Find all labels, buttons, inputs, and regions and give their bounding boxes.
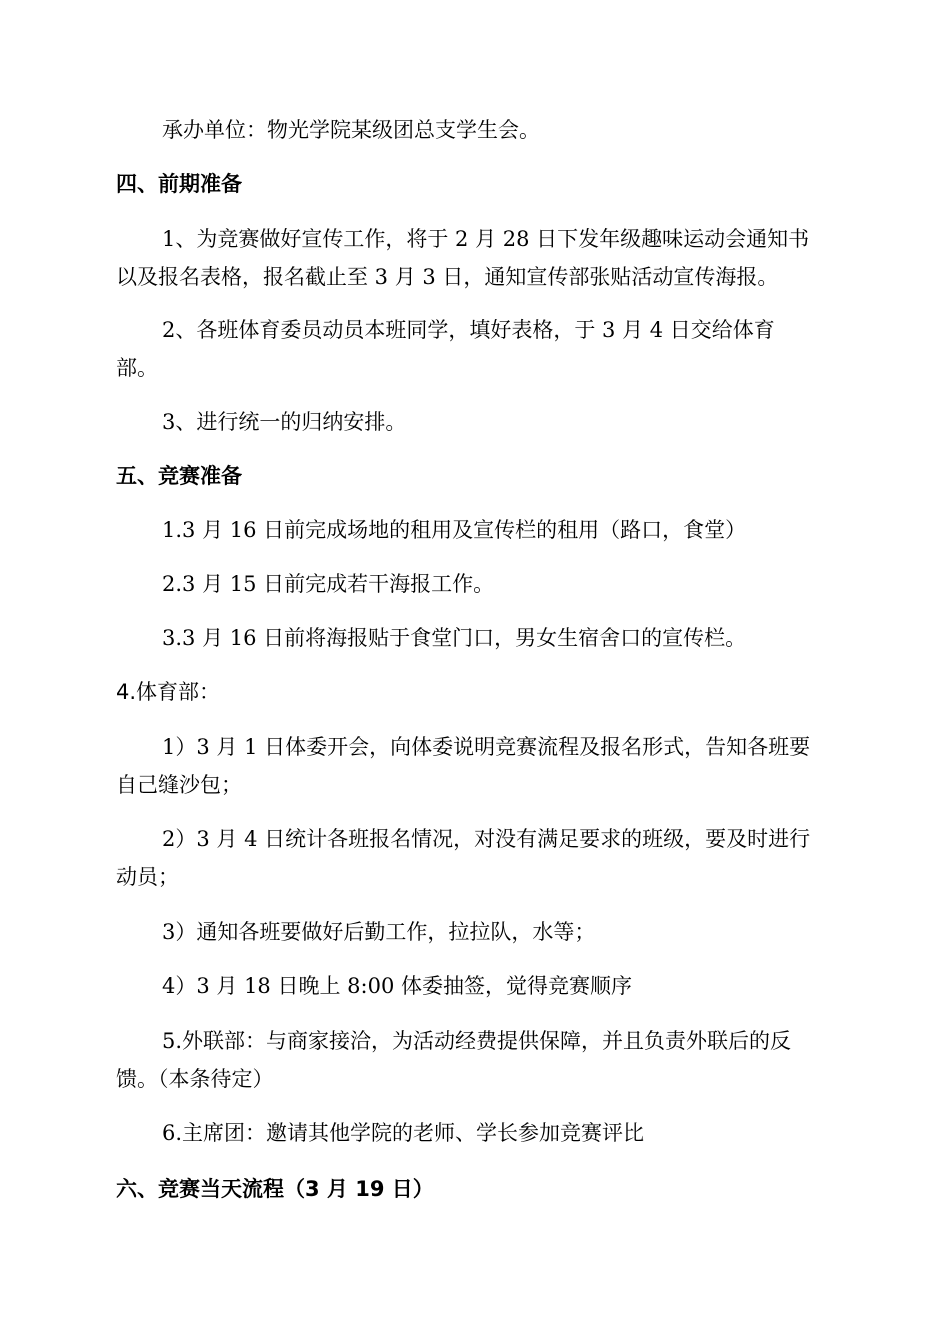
section-5-item-3: 3.3 月 16 日前将海报贴于食堂门口，男女生宿舍口的宣传栏。 [162,626,747,650]
sports-dept-sub-2-line-1: 2）3 月 4 日统计各班报名情况，对没有满足要求的班级，要及时进行 [162,827,811,851]
organizer-line: 承办单位：物光学院某级团总支学生会。 [162,118,540,142]
section-5-heading: 五、竞赛准备 [116,464,242,488]
section-4-item-1-line-2: 以及报名表格，报名截止至 3 月 3 日，通知宣传部张贴活动宣传海报。 [116,265,779,289]
section-4-heading: 四、前期准备 [116,172,242,196]
sports-dept-sub-1-line-2: 自己缝沙包； [116,773,242,797]
section-6-heading: 六、竞赛当天流程（3 月 19 日） [116,1177,434,1201]
section-5-item-5-line-2: 馈。（本条待定） [116,1067,274,1091]
sports-dept-sub-1-line-1: 1）3 月 1 日体委开会，向体委说明竞赛流程及报名形式，告知各班要 [162,735,811,759]
section-5-item-2: 2.3 月 15 日前完成若干海报工作。 [162,572,495,596]
sports-dept-sub-3: 3）通知各班要做好后勤工作，拉拉队，水等； [162,920,596,944]
section-4-item-3: 3、进行统一的归纳安排。 [162,410,407,434]
section-5-item-6: 6.主席团：邀请其他学院的老师、学长参加竞赛评比 [162,1121,645,1145]
sports-dept-sub-2-line-2: 动员； [116,865,179,889]
section-4-item-1-line-1: 1、为竞赛做好宣传工作，将于 2 月 28 日下发年级趣味运动会通知书 [162,227,810,251]
section-5-item-1: 1.3 月 16 日前完成场地的租用及宣传栏的租用（路口，食堂） [162,518,747,542]
sports-dept-sub-4: 4）3 月 18 日晚上 8:00 体委抽签，觉得竞赛顺序 [162,974,632,998]
section-5-item-5-line-1: 5.外联部：与商家接洽，为活动经费提供保障，并且负责外联后的反 [162,1029,792,1053]
section-4-item-2-line-2: 部。 [116,356,158,380]
section-5-item-4-title: 4.体育部： [116,680,221,704]
section-4-item-2-line-1: 2、各班体育委员动员本班同学，填好表格，于 3 月 4 日交给体育 [162,318,775,342]
